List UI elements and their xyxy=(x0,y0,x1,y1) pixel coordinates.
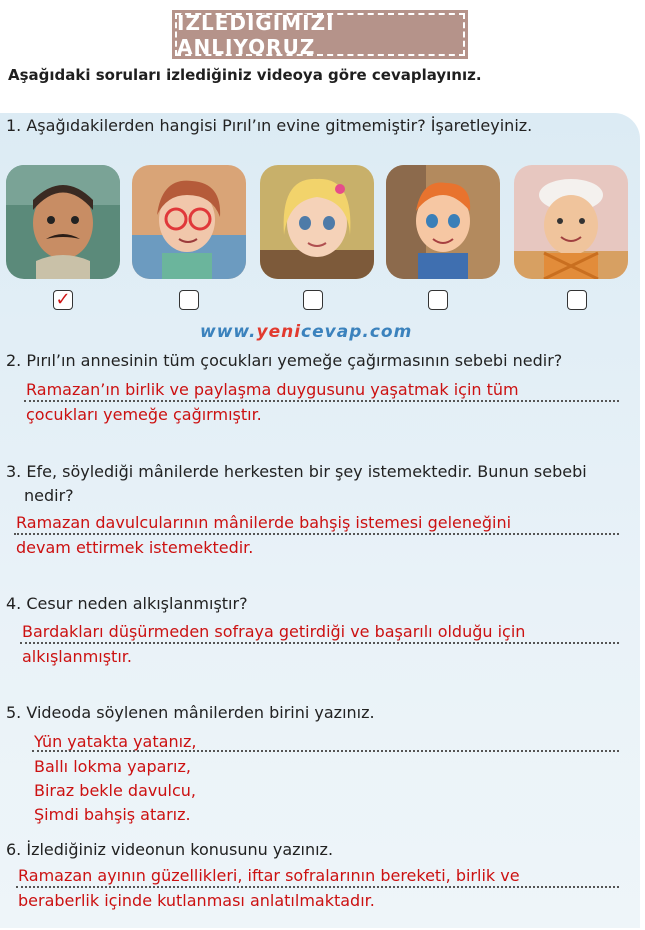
check-mark-icon: ✓ xyxy=(55,289,71,310)
answer-line xyxy=(20,642,619,644)
character-photo-redhead-boy xyxy=(386,165,500,279)
option-checkbox-3[interactable] xyxy=(303,290,323,310)
answer-4-line-2: alkışlanmıştır. xyxy=(22,647,132,666)
answer-5-line-2: Ballı lokma yaparız, xyxy=(34,757,191,776)
character-photo-chef-boy xyxy=(514,165,628,279)
character-photo-man-mustache xyxy=(6,165,120,279)
answer-6-line-1: Ramazan ayının güzellikleri, iftar sofralarının bereketi, birlik ve xyxy=(18,866,520,885)
option-checkbox-2[interactable] xyxy=(179,290,199,310)
answer-6-line-2: beraberlik içinde kutlanması anlatılmaktadır. xyxy=(18,891,375,910)
question-6: 6. İzlediğiniz videonun konusunu yazınız. xyxy=(6,840,334,859)
question-1: 1. Aşağıdakilerden hangisi Pırıl’ın evine gitmemiştir? İşaretleyiniz. xyxy=(6,116,533,135)
question-5: 5. Videoda söylenen mânilerden birini yazınız. xyxy=(6,703,375,722)
option-checkbox-1[interactable] xyxy=(53,290,73,310)
option-checkbox-5[interactable] xyxy=(567,290,587,310)
watermark: www.yenicevap.com xyxy=(200,322,413,342)
page-title: İZLEDİĞİMİZİ ANLIYORUZ xyxy=(175,13,465,56)
answer-5-line-3: Biraz bekle davulcu, xyxy=(34,781,196,800)
character-photo-woman-glasses xyxy=(132,165,246,279)
answer-5-line-1: Yün yatakta yatanız, xyxy=(34,732,197,751)
answer-5-line-4: Şimdi bahşiş atarız. xyxy=(34,805,191,824)
answer-line xyxy=(24,400,619,402)
answer-3-line-2: devam ettirmek istemektedir. xyxy=(16,538,254,557)
answer-4-line-1: Bardakları düşürmeden sofraya getirdiği ve başarılı olduğu için xyxy=(22,622,526,641)
option-checkbox-4[interactable] xyxy=(428,290,448,310)
question-3-line-1: 3. Efe, söylediği mânilerde herkesten bir şey istemektedir. Bunun sebebi xyxy=(6,462,587,481)
answer-line xyxy=(14,533,619,535)
answer-2-line-2: çocukları yemeğe çağırmıştır. xyxy=(26,405,262,424)
question-3-line-2: nedir? xyxy=(24,486,74,505)
character-photo-blonde-girl xyxy=(260,165,374,279)
question-2: 2. Pırıl’ın annesinin tüm çocukları yemeğe çağırmasının sebebi nedir? xyxy=(6,351,563,370)
instruction-text: Aşağıdaki soruları izlediğiniz videoya göre cevaplayınız. xyxy=(8,66,482,84)
answer-2-line-1: Ramazan’ın birlik ve paylaşma duygusunu yaşatmak için tüm xyxy=(26,380,519,399)
question-4: 4. Cesur neden alkışlanmıştır? xyxy=(6,594,248,613)
answer-line xyxy=(32,750,619,752)
answer-3-line-1: Ramazan davulcularının mânilerde bahşiş istemesi geleneğini xyxy=(16,513,512,532)
answer-line xyxy=(16,886,619,888)
